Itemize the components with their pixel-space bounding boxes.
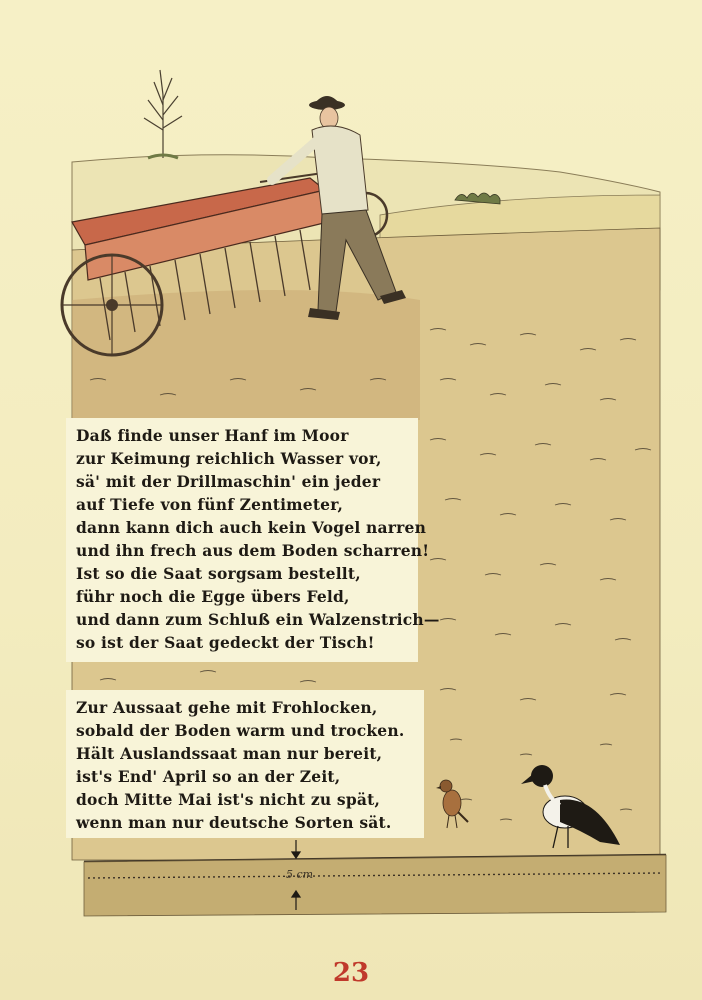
verse-line: ist's End' April so an der Zeit, [76, 767, 341, 786]
ground-cross-section [84, 855, 666, 916]
verse-line: und ihn frech aus dem Boden scharren! [76, 541, 430, 560]
verse-line: zur Keimung reichlich Wasser vor, [76, 449, 382, 468]
verse-line: auf Tiefe von fünf Zentimeter, [76, 495, 344, 514]
verse-line: wenn man nur deutsche Sorten sät. [76, 813, 392, 832]
verse-line: führ noch die Egge übers Feld, [76, 587, 350, 606]
verse-line: und dann zum Schluß ein Walzenstrich— [76, 610, 440, 629]
verse-line: sä' mit der Drillmaschin' ein jeder [76, 472, 381, 491]
verse-line: Zur Aussaat gehe mit Frohlocken, [76, 698, 378, 717]
verse-line: Hält Auslandssaat man nur bereit, [76, 744, 383, 763]
stanza-two [66, 690, 424, 838]
verse-line: so ist der Saat gedeckt der Tisch! [76, 633, 375, 652]
page-number: 23 [332, 958, 370, 988]
tree-icon [144, 70, 182, 158]
verse-line: Daß finde unser Hanf im Moor [76, 426, 349, 445]
verse-line: Ist so die Saat sorgsam bestellt, [76, 564, 361, 583]
depth-label: 5 cm [286, 868, 314, 881]
stanza-one [66, 418, 440, 662]
verse-line: doch Mitte Mai ist's nicht zu spät, [76, 790, 381, 809]
verse-line: sobald der Boden warm und trocken. [76, 721, 405, 740]
verse-line: dann kann dich auch kein Vogel narren [76, 518, 427, 537]
